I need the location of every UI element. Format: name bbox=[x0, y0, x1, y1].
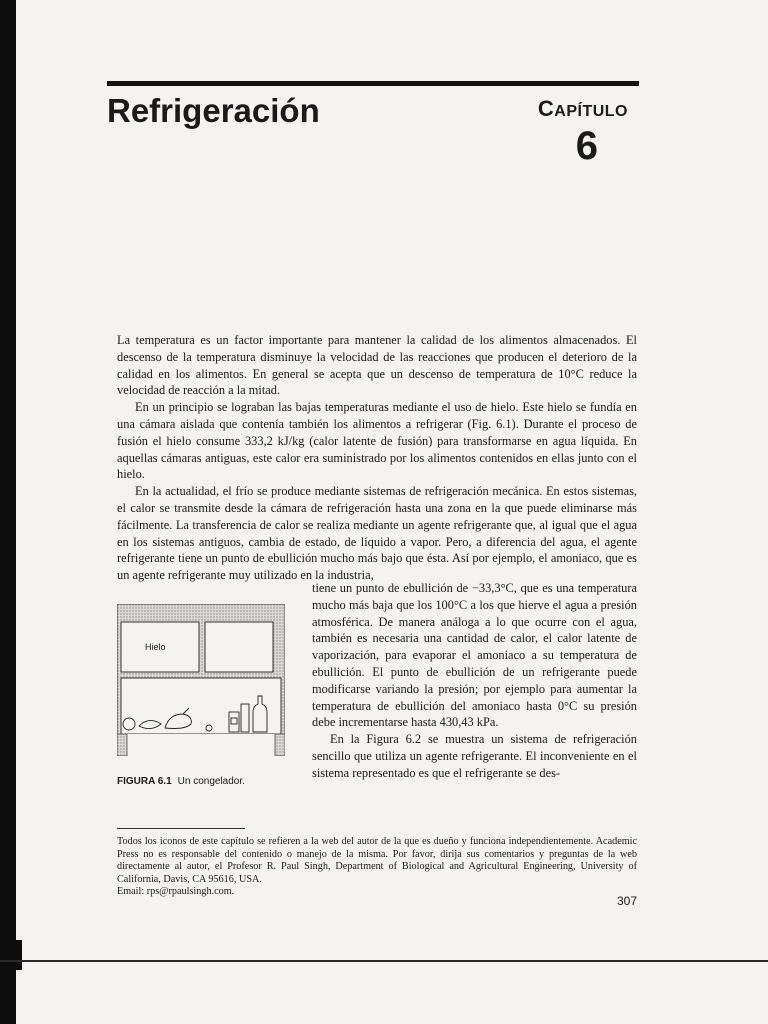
freezer-leg-right bbox=[275, 734, 285, 756]
footnote-text: Todos los iconos de este capítulo se refieren a la web del autor de la que es dueño y funciona independientemente. Academic Press no es responsable del contenido o manejo de la misma. Por favor, dirija sus comentarios y preguntas de la web directamente al autor, el Profesor R. Paul Singh, Department of Biological and Agricultural Engineering, University of California, Davis, CA 95616, USA. bbox=[117, 836, 637, 885]
header-rule bbox=[107, 81, 639, 86]
body-text bbox=[117, 332, 637, 584]
freezer-leg-left bbox=[117, 734, 127, 756]
page-bottom-edge bbox=[0, 960, 768, 962]
figure-caption-label: FIGURA 6.1 bbox=[117, 776, 172, 787]
food-compartment bbox=[121, 678, 281, 734]
page-number: 307 bbox=[616, 894, 637, 908]
wrap-paragraph-2: En la Figura 6.2 se muestra un sistema de refrigeración sencillo que utiliza un agente refrigerante. El inconveniente en el sistema representado es que el refrigerante se des- bbox=[312, 732, 637, 780]
footnote-rule bbox=[117, 828, 245, 829]
book-binding-edge bbox=[0, 0, 16, 1024]
wrap-paragraph-1: tiene un punto de ebullición de −33,3°C, que es una temperatura mucho más baja que los 100°C a los que hierve el agua a presión atmosférica. De manera análoga a lo que ocurre con el agua, también es necesaria una cantidad de calor, el calor latente de vaporización, para evaporar el amoniaco a su temperatura de ebullición. El punto de ebullición de un refrigerante puede modificarse variando la presión; por ejemplo para aumentar la temperatura de ebullición del amoniaco hasta 0°C su presión debe incrementarse hasta 430,43 kPa. bbox=[312, 581, 637, 730]
chapter-label bbox=[538, 96, 628, 122]
ice-label: Hielo bbox=[145, 642, 166, 652]
footnote bbox=[117, 836, 637, 899]
freezer-base bbox=[125, 734, 277, 756]
upper-compartment bbox=[205, 622, 273, 672]
figure-caption bbox=[117, 776, 245, 787]
freezer-figure bbox=[117, 604, 285, 756]
binding-notch bbox=[16, 940, 22, 970]
paragraph-2: En un principio se lograban las bajas temperaturas mediante el uso de hielo. Este hielo se fundía en una cámara aislada que contenía también los alimentos a refrigerar (Fig. 6.1). Durante el proceso de fusión el hielo consume 333,2 kJ/kg (calor latente de fusión) para transformarse en agua líquida. En aquellas cámaras antiguas, este calor era suministrado por los alimentos contenidos en ellas junto con el hielo. bbox=[117, 400, 637, 482]
chapter-label-rest: APÍTULO bbox=[554, 103, 628, 120]
paragraph-3: En la actualidad, el frío se produce mediante sistemas de refrigeración mecánica. En estos sistemas, el calor se transmite desde la cámara de refrigeración hasta una zona en la que puede eliminarse más fácilmente. La transferencia de calor se realiza mediante un agente refrigerante que, al igual que el agua en los sistemas antiguos, cambia de estado, de líquido a vapor. Pero, a diferencia del agua, el agente refrigerante tiene un punto de ebullición mucho más bajo que ésta. Así por ejemplo, el amoniaco, que es un agente refrigerante muy utilizado en la industria, bbox=[117, 484, 637, 583]
chapter-number: 6 bbox=[575, 124, 598, 168]
wrapped-body-text bbox=[312, 580, 637, 782]
chapter-title: Refrigeración bbox=[107, 92, 320, 129]
paragraph-1: La temperatura es un factor importante para mantener la calidad de los alimentos almacenados. El descenso de la temperatura disminuye la velocidad de las reacciones que producen el deterioro de la calidad en los alimentos. En general se acepta que un descenso de temperatura de 10°C reduce la velocidad de reacción a la mitad. bbox=[117, 333, 637, 398]
chapter-label-initial: C bbox=[537, 96, 555, 121]
footnote-email: Email: rps@rpaulsingh.com. bbox=[117, 886, 235, 898]
figure-caption-text: Un congelador. bbox=[177, 776, 245, 787]
